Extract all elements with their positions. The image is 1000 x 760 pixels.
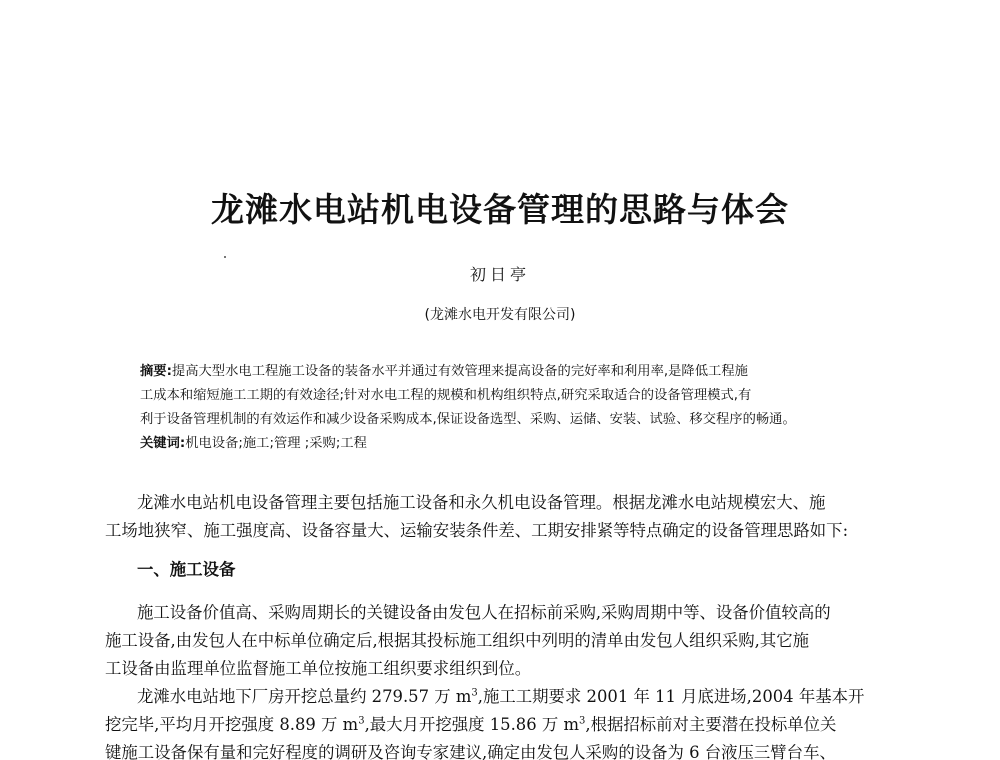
paragraph-line: 键施工设备保有量和完好程度的调研及咨询专家建议,确定由发包人采购的设备为 6 台液压三臂台车、 <box>105 743 836 760</box>
author-name: 初日亭 <box>469 265 530 284</box>
intro-line: 工场地狭窄、施工强度高、设备容量大、运输安装条件差、工期安排紧等特点确定的设备管理思路如下: <box>105 521 849 540</box>
scan-speck <box>224 256 226 258</box>
paragraph-line <box>105 712 897 738</box>
abstract-text: 利于设备管理机制的有效运作和减少设备采购成本,保证设备选型、采购、运储、安装、试验、移交程序的畅通。 <box>140 412 796 427</box>
author-affiliation: (龙滩水电开发有限公司) <box>424 307 576 323</box>
abstract-text: 提高大型水电工程施工设备的装备水平并通过有效管理来提高设备的完好率和利用率,是降低工程施 <box>171 364 748 379</box>
section-heading: 一、施工设备 <box>137 560 236 579</box>
abstract-line <box>140 410 870 430</box>
text-segment: ,根据招标前对主要潜在投标单位关 <box>585 715 837 734</box>
abstract-text: 工成本和缩短施工工期的有效途径;针对水电工程的规模和机构组织特点,研究采取适合的设备管理模式,有 <box>140 388 752 403</box>
superscript: 3 <box>471 687 478 699</box>
text-segment: 挖完毕,平均月开挖强度 8.89 万 m <box>105 715 359 734</box>
abstract-label: 摘要: <box>140 364 172 379</box>
paragraph-line <box>137 684 897 710</box>
paragraph-line: 工设备由监理单位监督施工单位按施工组织要求组织到位。 <box>105 659 532 678</box>
keywords-line <box>140 434 870 454</box>
text-segment: ,最大月开挖强度 15.86 万 m <box>364 715 579 734</box>
abstract-line <box>140 386 870 406</box>
superscript: 3 <box>579 715 586 727</box>
keywords-text: 机电设备;施工;管理 ;采购;工程 <box>185 436 367 451</box>
text-segment: ,施工工期要求 2001 年 11 月底进场,2004 年基本开 <box>477 687 865 706</box>
superscript: 3 <box>358 715 365 727</box>
paragraph-line: 施工设备价值高、采购周期长的关键设备由发包人在招标前采购,采购周期中等、设备价值较高的 <box>137 603 831 622</box>
text-segment: 龙滩水电站地下厂房开挖总量约 279.57 万 m <box>137 687 472 706</box>
intro-line: 龙滩水电站机电设备管理主要包括施工设备和永久机电设备管理。根据龙滩水电站规模宏大、施 <box>137 493 826 512</box>
paragraph-line: 施工设备,由发包人在中标单位确定后,根据其投标施工组织中列明的清单由发包人组织采购,其它施 <box>105 631 810 650</box>
keywords-label: 关键词: <box>140 436 186 451</box>
abstract-line <box>140 362 870 382</box>
paper-title: 龙滩水电站机电设备管理的思路与体会 <box>211 190 789 229</box>
